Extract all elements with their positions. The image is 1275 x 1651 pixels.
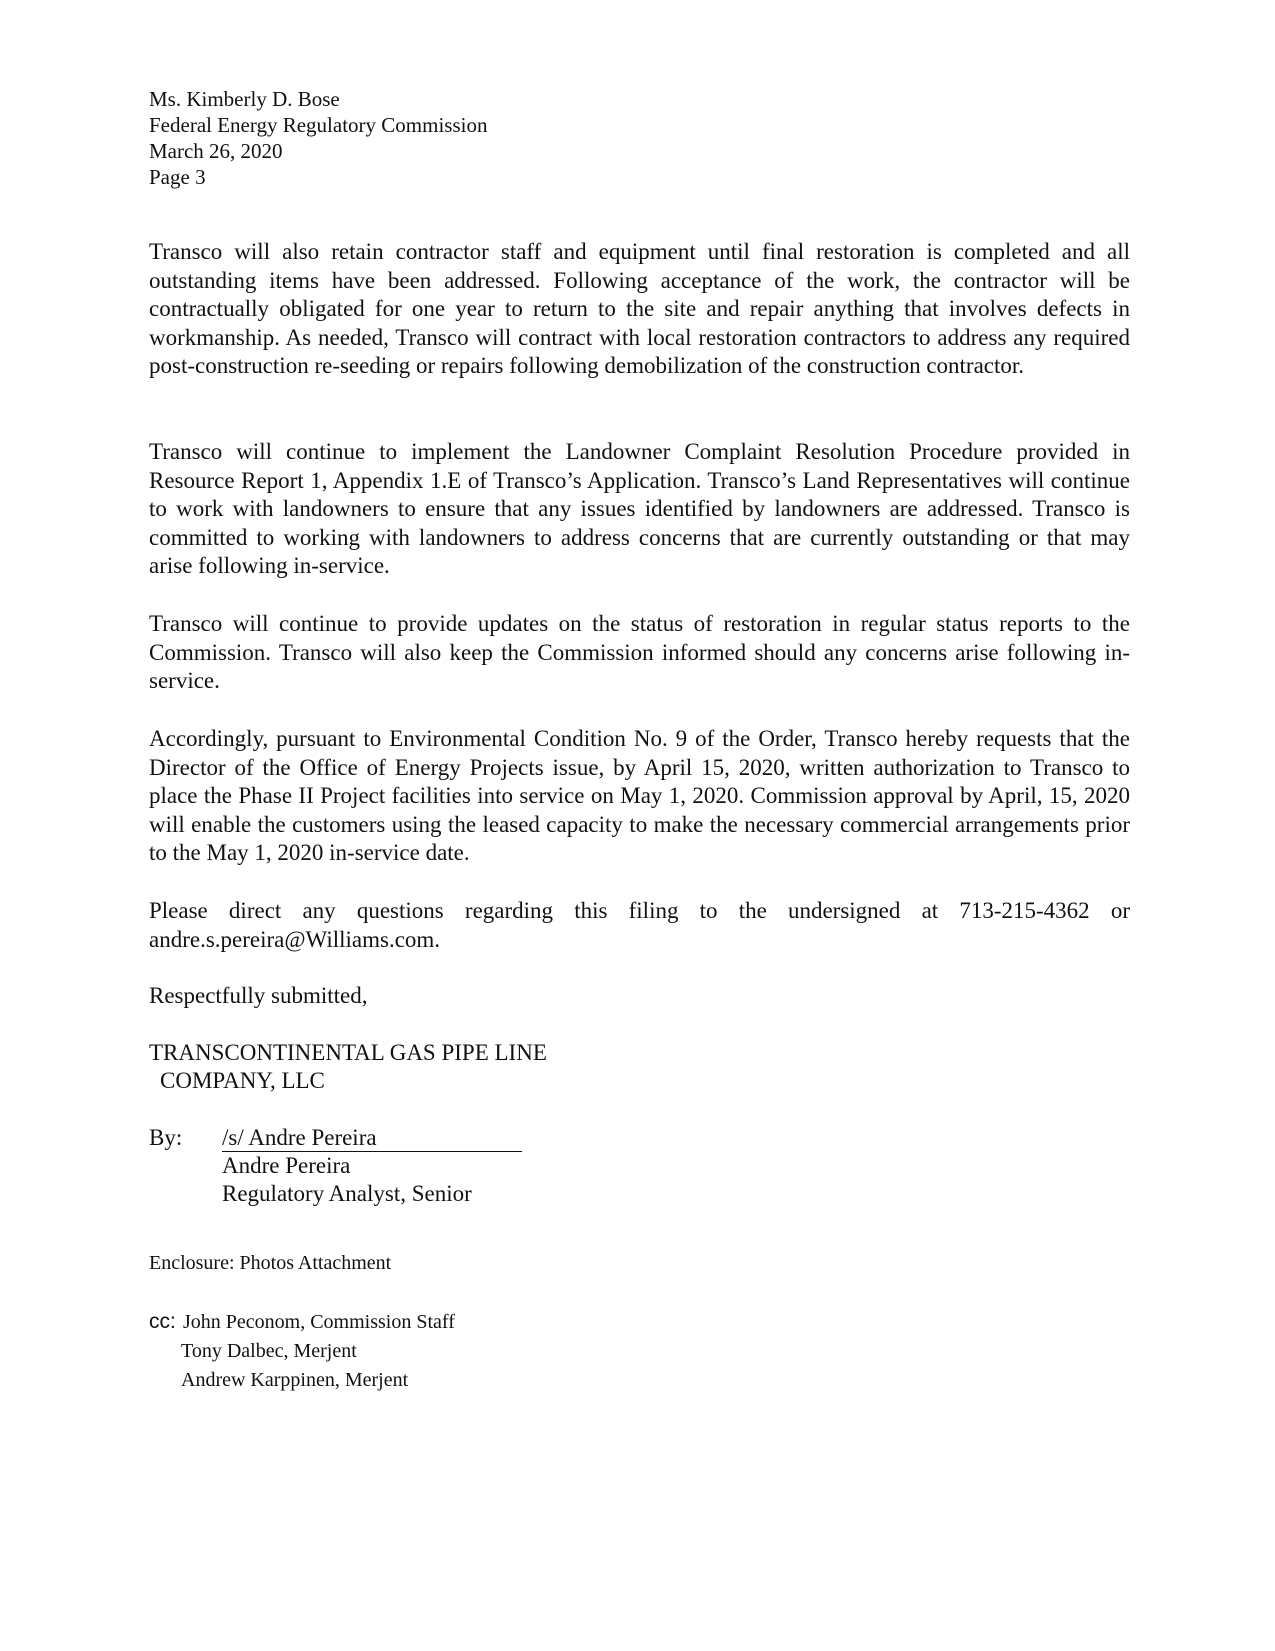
recipient-organization: Federal Energy Regulatory Commission xyxy=(149,113,488,137)
recipient-name: Ms. Kimberly D. Bose xyxy=(149,87,340,111)
closing-salutation: Respectfully submitted, xyxy=(149,983,368,1008)
paragraph-authorization-request: Accordingly, pursuant to Environmental Condition No. 9 of the Order, Transco hereby requests that the Director of the Office of Energy Projects issue, by April 15, 2020, written authorization to Transco to place the Phase II Project facilities into service on May 1, 2020. Commission approval by April, 15, 2020 will enable the customers using the leased capacity to make the necessary commercial arrangements prior to the May 1, 2020 in-service date. xyxy=(149,726,1130,866)
cc-recipient: Tony Dalbec, Merjent xyxy=(181,1340,357,1362)
letter-header xyxy=(149,86,487,190)
page-number: Page 3 xyxy=(149,165,206,189)
by-label: By: xyxy=(149,1125,183,1150)
signature-line xyxy=(222,1124,522,1152)
cc-label: cc: xyxy=(149,1310,176,1333)
letter-date: March 26, 2020 xyxy=(149,139,283,163)
paragraph-restoration-staff: Transco will also retain contractor staff and equipment until final restoration is completed and all outstanding items have been addressed. Following acceptance of the work, the contractor will be contractually obligated for one year to return to the site and repair anything that involves defects in workmanship. As needed, Transco will contract with local restoration contractors to address any required post-construction re-seeding or repairs following demobilization of the construction contractor. xyxy=(149,239,1130,379)
paragraph-status-updates: Transco will continue to provide updates on the status of restoration in regular status reports to the Commission. Transco will also keep the Commission informed should any concerns arise following in-service. xyxy=(149,611,1130,694)
signer-title: Regulatory Analyst, Senior xyxy=(222,1181,472,1206)
signer-name: Andre Pereira xyxy=(222,1153,351,1178)
cc-recipient: Andrew Karppinen, Merjent xyxy=(181,1369,409,1391)
cc-recipient: John Peconom, Commission Staff xyxy=(183,1311,455,1333)
electronic-signature: /s/ Andre Pereira xyxy=(222,1125,522,1152)
paragraph-landowner-complaints: Transco will continue to implement the Landowner Complaint Resolution Procedure provided in Resource Report 1, Appendix 1.E of Transco’s Application. Transco’s Land Representatives will continue to work with landowners to ensure that any issues identified by landowners are addressed. Transco is committed to working with landowners to address concerns that are currently outstanding or that may arise following in-service. xyxy=(149,439,1130,579)
enclosure-note: Enclosure: Photos Attachment xyxy=(149,1252,392,1274)
company-name-line2: COMPANY, LLC xyxy=(160,1068,325,1093)
paragraph-contact: Please direct any questions regarding this filing to the undersigned at 713-215-4362 or andre.s.pereira@Williams.com. xyxy=(149,898,1130,952)
company-name-line1: TRANSCONTINENTAL GAS PIPE LINE xyxy=(149,1040,547,1065)
